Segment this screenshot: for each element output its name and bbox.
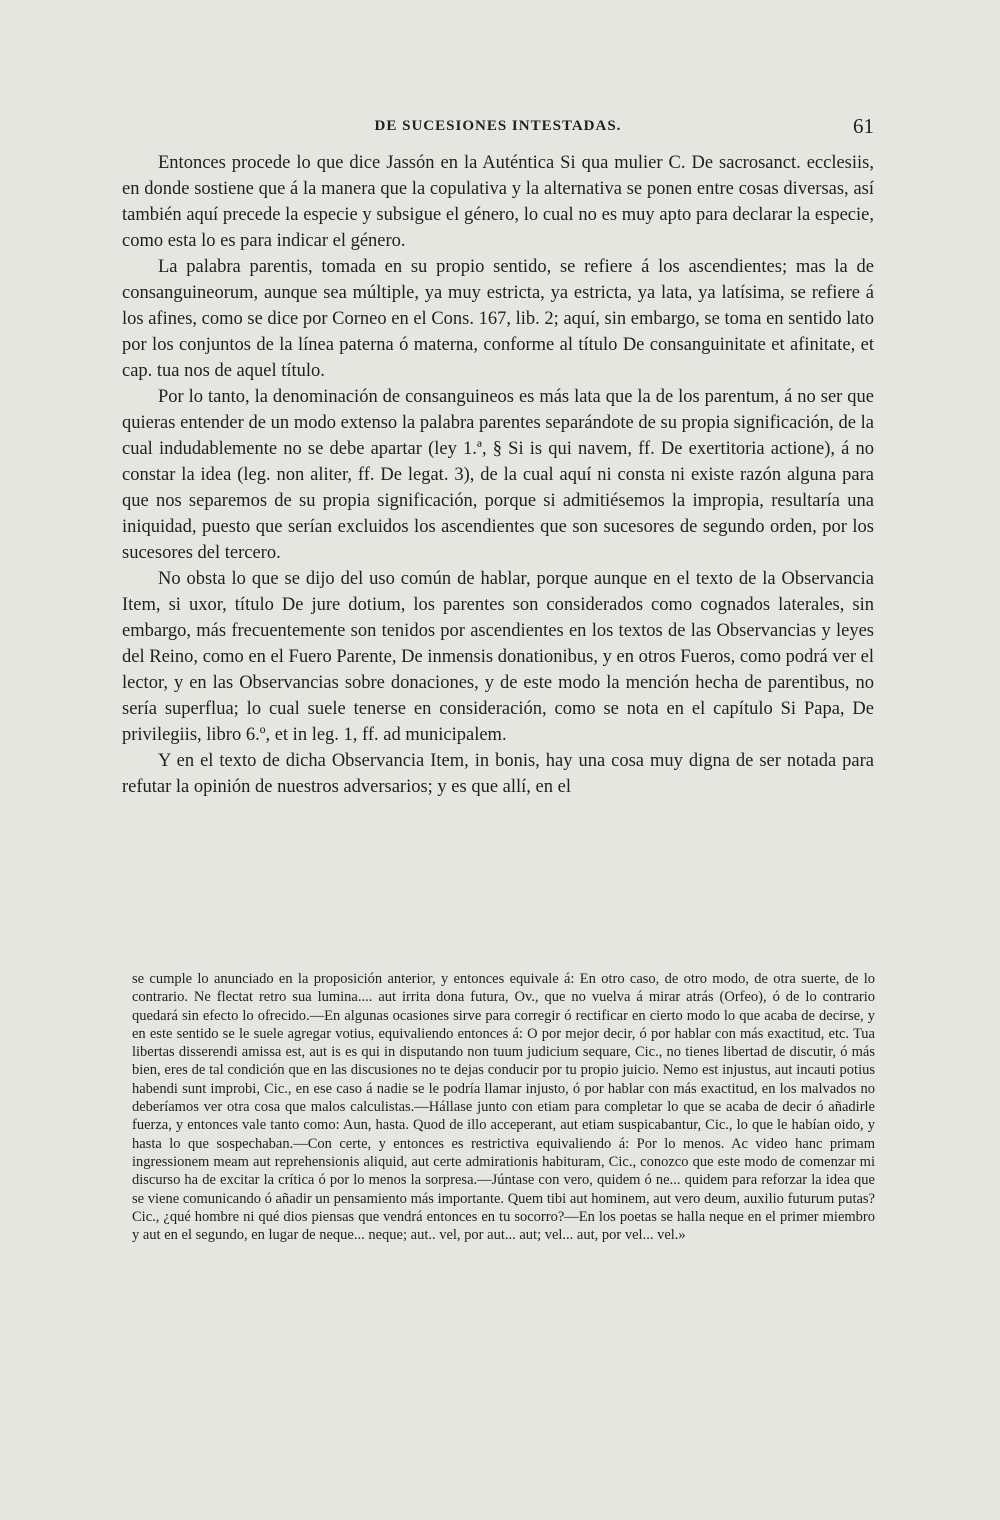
paragraph: La palabra parentis, tomada en su propio sentido, se refiere á los ascendientes; mas la de consanguineorum, aunque sea múltiple, ya muy estricta, ya estricta, ya lata, ya latísima, se refiere á los afines, como se dice por Corneo en el Cons. 167, lib. 2; aquí, sin embargo, se toma en sentido lato por los conjuntos de la línea paterna ó materna, conforme al título De consanguinitate et afinitate, et cap. tua nos de aquel título.	[122, 257, 874, 381]
running-title: DE SUCESIONES INTESTADAS.	[374, 118, 622, 134]
page-number: 61	[853, 114, 874, 138]
paragraph: No obsta lo que se dijo del uso común de hablar, porque aunque en el texto de la Observancia Item, si uxor, título De jure dotium, los parentes son considerados como cognados laterales, sin embargo, más frecuentemente son tenidos por ascendientes en los textos de las Observancias y leyes del Reino, como en el Fuero Parente, De inmensis donationibus, y en otros Fueros, como podrá ver el lector, y en las Observancias sobre donaciones, y de este modo la mención hecha de parentibus, no sería superflua; lo cual suele tenerse en consideración, como se nota en el capítulo Si Papa, De privilegiis, libro 6.º, et in leg. 1, ff. ad municipalem.	[122, 569, 874, 745]
main-text	[122, 150, 874, 800]
footnote-text: se cumple lo anunciado en la proposición anterior, y entonces equivale á: En otro caso, de otro modo, de otra suerte, de lo contrario. Ne flectat retro sua lumina.... aut irrita dona futura, Ov., que no vuelva á mirar atrás (Orfeo), ó de lo contrario quedará sin efecto lo ofrecido.—En algunas ocasiones sirve para corregir ó rectificar en cierto modo lo que acaba de decirse, y en este sentido se le suele agregar votius, equivaliendo entonces á: O por mejor decir, ó por hablar con más exactitud, etc. Tua libertas disserendi amissa est, aut is es qui in disputando non tuum judicium sequare, Cic., no tienes libertad de discutir, ó más bien, eres de tal condición que en las discusiones no te dejas conducir por tu propio juicio. Nemo est injustus, aut incauti potius habendi sunt improbi, Cic., en ese caso á nadie se le podría llamar injusto, ó por hablar con más exactitud, en los malvados no deberíamos ver otra cosa que malos calculistas.—Hállase junto con etiam para completar lo que se acaba de decir ó añadirle fuerza, y entonces vale tanto como: Aun, hasta. Quod de illo acceperant, aut etiam suspicabantur, Cic., lo que le habían oido, y hasta lo que sospechaban.—Con certe, y entonces es restrictiva equivaliendo á: Por lo menos. Ac video hanc primam ingressionem meam aut reprehensionis aliquid, aut certe admirationis habituram, Cic., conozco que este modo de comenzar mi discurso ha de excitar la crítica ó por lo menos la sorpresa.—Júntase con vero, quidem ó ne... quidem para reforzar la idea que se viene comunicando ó añadir un pensamiento más importante. Quem tibi aut hominem, aut vero deum, auxilio futurum putas? Cic., ¿qué hombre ni qué dios piensas que vendrá entonces en tu socorro?—En los poetas se halla neque en el primer miembro y aut en el segundo, en lugar de neque... neque; aut.. vel, por aut... aut; vel... aut, por vel... vel.»	[132, 971, 875, 1244]
paragraph: Entonces procede lo que dice Jassón en la Auténtica Si qua mulier C. De sacrosanct. ecclesiis, en donde sostiene que á la manera que la copulativa y la alternativa se ponen entre cosas diversas, así también aquí precede la especie y subsigue el género, lo cual no es muy apto para declarar la especie, como esta lo es para indicar el género.	[122, 153, 874, 251]
footnote	[132, 970, 875, 1244]
running-header	[122, 114, 874, 144]
paragraph: Y en el texto de dicha Observancia Item, in bonis, hay una cosa muy digna de ser notada para refutar la opinión de nuestros adversarios; y es que allí, en el	[122, 751, 874, 797]
paragraph: Por lo tanto, la denominación de consanguineos es más lata que la de los parentum, á no ser que quieras entender de un modo extenso la palabra parentes separándote de su propia significación, de la cual indudablemente no se debe apartar (ley 1.ª, § Si is qui navem, ff. De exertitoria actione), á no constar la idea (leg. non aliter, ff. De legat. 3), de la cual aquí ni consta ni existe razón alguna para que nos separemos de su propia significación, porque si admitiésemos la impropia, resultaría una iniquidad, puesto que serían excluidos los ascendientes que son sucesores de segundo orden, por los sucesores del tercero.	[122, 387, 874, 563]
